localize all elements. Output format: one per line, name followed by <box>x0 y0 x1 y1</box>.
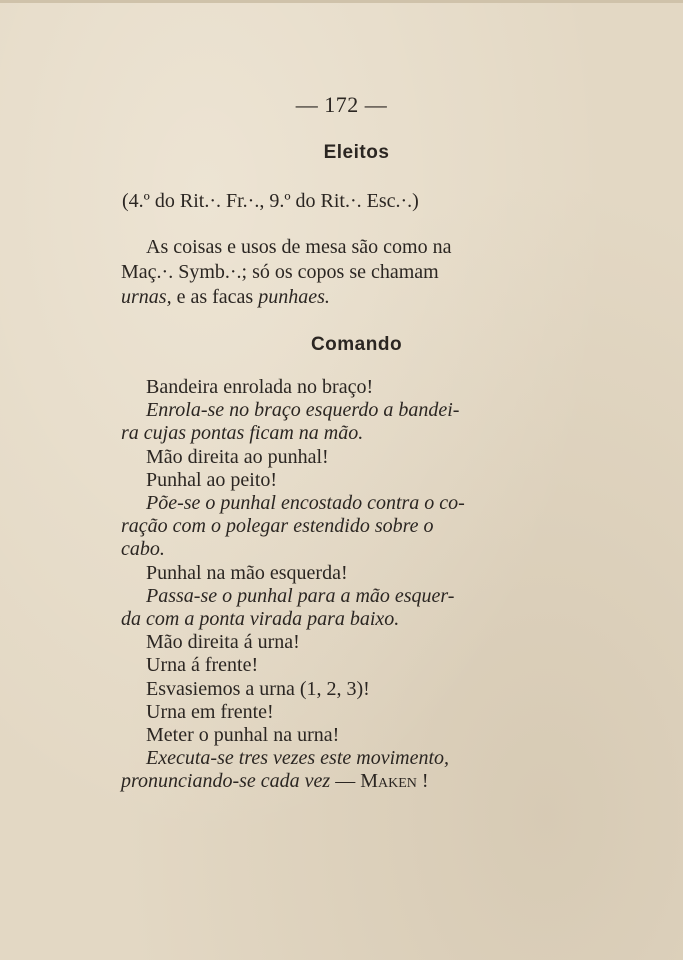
command-line: Urna em frente! <box>146 700 274 723</box>
command-line: Mão direita ao punhal! <box>146 445 329 468</box>
chapter-title: Eleitos <box>323 142 390 163</box>
section-heading: Comando <box>310 334 403 355</box>
command-line: ração com o polegar estendido sobre o <box>121 515 434 538</box>
page-top-edge <box>0 0 683 3</box>
command-line: Mão direita á urna! <box>146 631 300 654</box>
final-italic-text: pronunciando-se cada vez <box>121 770 331 793</box>
command-line: Punhal ao peito! <box>146 468 278 491</box>
intro-italic-word: urnas, <box>121 286 172 308</box>
intro-plain-text: e as facas <box>171 286 259 308</box>
command-line: Punhal na mão esquerda! <box>146 561 348 584</box>
final-name: Maken <box>360 770 417 793</box>
page-number: — 172 — <box>295 92 388 117</box>
command-line: da com a ponta virada para baixo. <box>121 608 400 630</box>
intro-line: Maç.·. Symb.·.; só os copos se chamam <box>121 261 439 283</box>
command-line: cabo. <box>121 538 165 561</box>
intro-line-last <box>121 286 330 309</box>
command-line: Urna á frente! <box>146 654 259 677</box>
grades-line: (4.º do Rit.·. Fr.·., 9.º do Rit.·. Esc.·.) <box>122 190 419 212</box>
command-line: Executa-se tres vezes este movimento, <box>146 747 450 770</box>
command-line: Esvasiemos a urna (1, 2, 3)! <box>146 677 370 700</box>
command-line: Enrola-se no braço esquerdo a bandei- <box>146 399 460 422</box>
final-end: ! <box>416 770 429 793</box>
final-line <box>121 770 429 793</box>
command-line: Passa-se o punhal para a mão esquer- <box>146 584 455 607</box>
intro-italic-word: punhaes. <box>258 286 330 308</box>
command-line: ra cujas pontas ficam na mão. <box>121 422 364 445</box>
final-dash: — <box>330 770 361 793</box>
intro-line: As coisas e usos de mesa são como na <box>146 236 452 258</box>
command-line: Meter o punhal na urna! <box>146 724 340 746</box>
command-line: Põe-se o punhal encostado contra o co- <box>146 492 465 514</box>
command-line: Bandeira enrolada no braço! <box>146 376 374 398</box>
